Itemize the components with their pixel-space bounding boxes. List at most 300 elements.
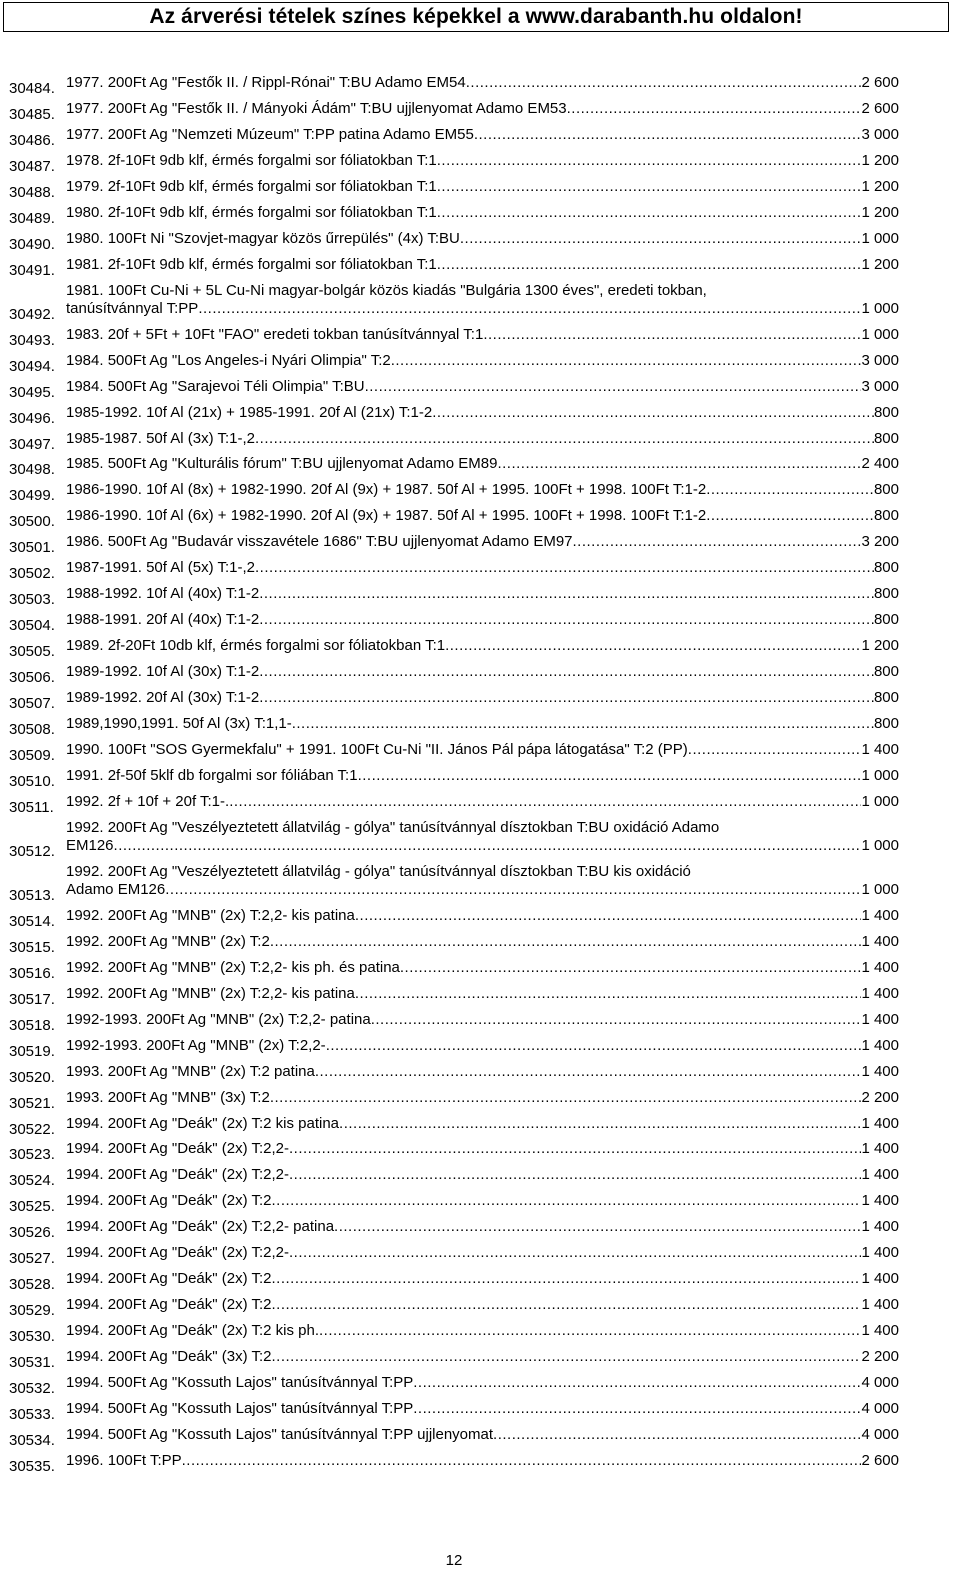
lot-description-line: 1981. 100Ft Cu-Ni + 5L Cu-Ni magyar-bolgár közös kiadás "Bulgária 1300 éves", eredeti tokban, <box>66 281 707 299</box>
lot-number: 30493. <box>9 331 55 349</box>
lot-number: 30518. <box>9 1016 55 1034</box>
lot-description <box>66 256 899 274</box>
lot-text: 1978. 2f-10Ft 9db klf, érmés forgalmi sor fóliatokban T:1 <box>66 151 437 169</box>
lot-text: 1994. 500Ft Ag "Kossuth Lajos" tanúsítvánnyal T:PP ujjlenyomat <box>66 1426 494 1443</box>
dot-leader <box>259 611 874 629</box>
lot-description <box>66 985 899 1003</box>
lot-description-last-line <box>66 767 899 785</box>
page-number: 12 <box>445 1552 463 1569</box>
dot-leader <box>432 404 874 422</box>
lot-price: 1 400 <box>861 1296 899 1314</box>
lot-price: 1 000 <box>861 767 899 784</box>
lot-description <box>66 352 899 370</box>
lot-description <box>66 1192 899 1210</box>
lot-description <box>66 767 899 785</box>
lot-price: 3 200 <box>861 533 899 551</box>
lot-description-last-line <box>66 204 899 222</box>
dot-leader <box>319 1322 861 1340</box>
lot-price: 1 200 <box>861 255 899 273</box>
dot-leader <box>573 533 862 551</box>
lot-description-last-line <box>66 881 899 899</box>
lot-price: 2 200 <box>861 1348 899 1366</box>
lot-text: 1988-1991. 20f Al (40x) T:1-2 <box>66 611 260 629</box>
lot-number: 30533. <box>9 1406 55 1423</box>
lot-number: 30496. <box>9 409 55 427</box>
lot-description-line: 1992. 200Ft Ag "Veszélyeztetett állatvilág - gólya" tanúsítvánnyal dísztokban T:BU oxidáció Adamo <box>66 818 720 836</box>
lot-description-last-line <box>66 959 899 977</box>
lot-price: 1 000 <box>861 325 899 343</box>
lot-description-last-line <box>66 533 899 551</box>
lot-price: 1 400 <box>861 1244 899 1262</box>
lot-text: 1987-1991. 50f Al (5x) T:1-,2 <box>66 559 256 577</box>
lot-description <box>66 1270 899 1288</box>
lot-text: 1979. 2f-10Ft 9db klf, érmés forgalmi sor fóliatokban T:1 <box>66 177 437 195</box>
lot-text: 1994. 500Ft Ag "Kossuth Lajos" tanúsítvánnyal T:PP <box>66 1374 414 1392</box>
lot-number: 30508. <box>9 721 55 738</box>
lot-description-last-line <box>66 585 899 603</box>
dot-leader <box>255 430 874 448</box>
lot-price: 3 000 <box>861 351 899 369</box>
lot-description-last-line <box>66 152 899 170</box>
lot-text: 1994. 200Ft Ag "Deák" (2x) T:2 kis ph. <box>66 1322 320 1340</box>
lot-text: 1980. 100Ft Ni "Szovjet-magyar közös űrrepülés" (4x) T:BU <box>66 229 460 247</box>
lot-number: 30492. <box>9 305 55 323</box>
lot-description-last-line <box>66 1218 899 1236</box>
lot-description <box>66 100 899 118</box>
lot-number: 30520. <box>9 1068 55 1086</box>
lot-description-last-line <box>66 507 899 525</box>
lot-description-last-line <box>66 300 899 318</box>
lot-price: 1 400 <box>861 906 899 924</box>
lot-number: 30516. <box>9 964 55 982</box>
lot-description <box>66 611 899 629</box>
lot-price: 4 000 <box>861 1426 899 1443</box>
lot-text: 1981. 2f-10Ft 9db klf, érmés forgalmi sor fóliatokban T:1 <box>66 255 437 273</box>
lot-price: 1 400 <box>861 932 899 950</box>
dot-leader <box>567 100 862 118</box>
lot-number: 30510. <box>9 773 55 790</box>
lot-description-last-line <box>66 907 899 925</box>
lot-description-last-line <box>66 404 899 422</box>
lot-description <box>66 1218 899 1236</box>
lot-text: 1983. 20f + 5Ft + 10Ft "FAO" eredeti tokban tanúsítvánnyal T:1 <box>66 325 484 343</box>
lot-description <box>66 907 899 925</box>
lot-number: 30522. <box>9 1120 55 1138</box>
lot-description-last-line <box>66 793 899 811</box>
dot-leader <box>400 959 862 977</box>
lot-price: 1 200 <box>861 203 899 221</box>
lot-description-last-line <box>66 559 899 577</box>
lot-number: 30491. <box>9 261 55 279</box>
lot-price: 800 <box>873 689 899 707</box>
lot-text: 1989. 2f-20Ft 10db klf, érmés forgalmi sor fóliatokban T:1 <box>66 637 446 655</box>
lot-description-last-line <box>66 256 899 274</box>
lot-text: 1994. 200Ft Ag "Deák" (2x) T:2 <box>66 1192 272 1210</box>
dot-leader <box>198 300 861 318</box>
lot-description <box>66 507 899 525</box>
dot-leader <box>445 637 861 655</box>
lot-description <box>66 559 899 577</box>
dot-leader <box>315 1063 862 1081</box>
lot-description <box>66 152 899 170</box>
dot-leader <box>272 1192 862 1210</box>
lot-description <box>66 1011 899 1029</box>
lot-number: 30494. <box>9 357 55 375</box>
lot-number: 30511. <box>9 798 54 816</box>
lot-description-last-line <box>66 378 899 396</box>
lot-number: 30484. <box>9 80 55 97</box>
lot-text: 1985. 500Ft Ag "Kulturális fórum" T:BU ujjlenyomat Adamo EM89 <box>66 455 498 473</box>
lot-description-last-line <box>66 126 899 144</box>
lot-price: 1 000 <box>861 880 899 898</box>
lot-text: 1989-1992. 20f Al (30x) T:1-2 <box>66 689 260 707</box>
lot-number: 30502. <box>9 565 55 583</box>
lot-description-last-line <box>66 352 899 370</box>
lot-number: 30499. <box>9 487 55 505</box>
lot-number: 30521. <box>9 1094 55 1112</box>
dot-leader <box>339 1115 861 1133</box>
lot-price: 2 600 <box>861 1452 899 1469</box>
lot-description <box>66 863 899 899</box>
lot-description-last-line <box>66 1400 899 1418</box>
lot-description-line: 1992. 200Ft Ag "Veszélyeztetett állatvilág - gólya" tanúsítvánnyal dísztokban T:BU kis oxidáció <box>66 862 691 880</box>
lot-description <box>66 481 899 499</box>
lot-text: 1990. 100Ft "SOS Gyermekfalu" + 1991. 100Ft Cu-Ni "II. János Pál pápa látogatása" T:2 (PP) <box>66 741 688 758</box>
lot-description-last-line <box>66 1089 899 1107</box>
lot-description <box>66 1452 899 1470</box>
lot-price: 2 600 <box>861 100 899 117</box>
lot-text: 1986-1990. 10f Al (6x) + 1982-1990. 20f Al (9x) + 1987. 50f Al + 1995. 100Ft + 1998. 100Ft T:1-2 <box>66 507 707 525</box>
lot-description <box>66 959 899 977</box>
lot-description <box>66 178 899 196</box>
lot-description <box>66 1089 899 1107</box>
lot-number: 30507. <box>9 695 55 713</box>
lot-price: 800 <box>873 715 899 732</box>
lot-text: 1992-1993. 200Ft Ag "MNB" (2x) T:2,2- <box>66 1036 326 1054</box>
lot-description <box>66 1426 899 1444</box>
lot-text: 1991. 2f-50f 5klf db forgalmi sor fóliában T:1 <box>66 767 358 784</box>
lot-number: 30485. <box>9 106 55 123</box>
lot-text: 1994. 200Ft Ag "Deák" (3x) T:2 <box>66 1348 272 1366</box>
lot-description-last-line <box>66 1244 899 1262</box>
lot-number: 30523. <box>9 1146 55 1164</box>
lot-description <box>66 819 899 855</box>
lot-text: 1989,1990,1991. 50f Al (3x) T:1,1- <box>66 715 292 732</box>
lot-description <box>66 1063 899 1081</box>
lot-text: 1994. 200Ft Ag "Deák" (2x) T:2,2- <box>66 1140 289 1158</box>
dot-leader <box>270 933 862 951</box>
lot-description <box>66 741 899 759</box>
lot-description-last-line <box>66 837 899 855</box>
lot-description-last-line <box>66 663 899 681</box>
lot-price: 1 200 <box>861 151 899 169</box>
lot-text: 1992-1993. 200Ft Ag "MNB" (2x) T:2,2- patina <box>66 1010 371 1028</box>
lot-text: 1992. 200Ft Ag "MNB" (2x) T:2,2- kis patina <box>66 906 355 924</box>
dot-leader <box>706 507 874 525</box>
lot-description-last-line <box>66 1037 899 1055</box>
dot-leader <box>259 689 874 707</box>
lot-price: 4 000 <box>861 1374 899 1392</box>
lot-price: 1 000 <box>861 299 899 317</box>
lot-text: tanúsítvánnyal T:PP <box>66 299 199 317</box>
lot-text: 1994. 200Ft Ag "Deák" (2x) T:2,2- <box>66 1244 289 1262</box>
lot-number: 30519. <box>9 1042 55 1060</box>
lot-text: 1984. 500Ft Ag "Sarajevoi Téli Olimpia" T:BU <box>66 377 365 395</box>
lot-description <box>66 282 899 318</box>
lot-number: 30514. <box>9 912 55 930</box>
lot-number: 30503. <box>9 591 55 609</box>
lot-description <box>66 126 899 144</box>
dot-leader <box>497 455 861 473</box>
lot-description <box>66 1374 899 1392</box>
lot-price: 800 <box>873 611 899 629</box>
lot-text: 1989-1992. 10f Al (30x) T:1-2 <box>66 663 260 681</box>
dot-leader <box>688 741 862 759</box>
dot-leader <box>334 1218 861 1236</box>
lot-text: 1994. 200Ft Ag "Deák" (2x) T:2,2- patina <box>66 1218 335 1236</box>
dot-leader <box>272 1348 862 1366</box>
lot-number: 30500. <box>9 513 55 531</box>
lot-description <box>66 1037 899 1055</box>
dot-leader <box>483 326 861 344</box>
dot-leader <box>437 152 862 170</box>
lot-number: 30495. <box>9 383 55 401</box>
lot-description <box>66 689 899 707</box>
lot-text: 1988-1992. 10f Al (40x) T:1-2 <box>66 585 260 603</box>
lot-price: 1 400 <box>861 741 899 758</box>
lot-number: 30534. <box>9 1432 55 1449</box>
lot-price: 1 400 <box>861 1192 899 1210</box>
lot-description <box>66 585 899 603</box>
lot-number: 30490. <box>9 235 55 253</box>
lot-text: 1980. 2f-10Ft 9db klf, érmés forgalmi sor fóliatokban T:1 <box>66 203 437 221</box>
lot-description <box>66 430 899 448</box>
lot-number: 30515. <box>9 938 55 956</box>
lot-description <box>66 74 899 92</box>
lot-description-last-line <box>66 1296 899 1314</box>
lot-text: 1977. 200Ft Ag "Festők II. / Mányoki Ádám" T:BU ujjlenyomat Adamo EM53 <box>66 100 567 117</box>
dot-leader <box>114 837 862 855</box>
lot-price: 800 <box>873 585 899 603</box>
lot-description <box>66 1115 899 1133</box>
page-header <box>3 2 949 32</box>
lot-price: 1 400 <box>861 1166 899 1184</box>
dot-leader <box>289 1166 861 1184</box>
lot-text: 1992. 200Ft Ag "MNB" (2x) T:2 <box>66 932 270 950</box>
lot-number: 30513. <box>9 886 55 904</box>
lot-price: 800 <box>873 403 899 421</box>
dot-leader <box>355 907 862 925</box>
lot-text: 1977. 200Ft Ag "Festők II. / Rippl-Rónai" T:BU Adamo EM54 <box>66 74 466 91</box>
lot-description-last-line <box>66 1270 899 1288</box>
lot-description-last-line <box>66 1140 899 1158</box>
lot-description-last-line <box>66 1452 899 1470</box>
lot-description <box>66 663 899 681</box>
dot-leader <box>391 352 862 370</box>
lot-description-last-line <box>66 100 899 118</box>
dot-leader <box>413 1400 861 1418</box>
dot-leader <box>259 663 874 681</box>
header-title: Az árverési tételek színes képekkel a www.darabanth.hu oldalon! <box>149 5 803 28</box>
lot-number: 30524. <box>9 1172 55 1190</box>
lot-number: 30506. <box>9 669 55 687</box>
lot-price: 2 200 <box>861 1088 899 1106</box>
lot-price: 1 400 <box>861 984 899 1002</box>
dot-leader <box>182 1452 862 1470</box>
dot-leader <box>272 1270 862 1288</box>
lot-number: 30497. <box>9 435 55 453</box>
lot-number: 30487. <box>9 157 55 175</box>
lot-price: 2 600 <box>861 74 899 91</box>
lot-number: 30531. <box>9 1354 55 1372</box>
lot-text: 1993. 200Ft Ag "MNB" (2x) T:2 patina <box>66 1062 315 1080</box>
lot-price: 3 000 <box>861 125 899 143</box>
lot-number: 30526. <box>9 1224 55 1242</box>
lot-price: 1 400 <box>861 1218 899 1236</box>
dot-leader <box>272 1296 862 1314</box>
lot-text: 1977. 200Ft Ag "Nemzeti Múzeum" T:PP patina Adamo EM55 <box>66 125 474 143</box>
lot-description <box>66 1400 899 1418</box>
lot-description-last-line <box>66 1322 899 1340</box>
lot-price: 1 400 <box>861 1010 899 1028</box>
lot-description-last-line <box>66 1426 899 1444</box>
lot-text: 1994. 200Ft Ag "Deák" (2x) T:2 <box>66 1270 272 1288</box>
dot-leader <box>493 1426 861 1444</box>
lot-description <box>66 1244 899 1262</box>
lot-text: 1992. 200Ft Ag "MNB" (2x) T:2,2- kis ph. és patina <box>66 958 400 976</box>
lot-description-last-line <box>66 1063 899 1081</box>
lot-price: 800 <box>873 559 899 577</box>
lot-price: 4 000 <box>861 1400 899 1417</box>
lot-price: 1 400 <box>861 1036 899 1054</box>
lot-description-last-line <box>66 637 899 655</box>
lot-price: 1 400 <box>861 1062 899 1080</box>
lot-text: 1985-1992. 10f Al (21x) + 1985-1991. 20f Al (21x) T:1-2 <box>66 403 433 421</box>
lot-number: 30535. <box>9 1458 55 1475</box>
lot-description-last-line <box>66 74 899 92</box>
lot-number: 30528. <box>9 1276 55 1294</box>
lot-text: Adamo EM126 <box>66 880 166 898</box>
dot-leader <box>466 74 862 92</box>
dot-leader <box>259 585 874 603</box>
lot-price: 1 400 <box>861 958 899 976</box>
lot-description <box>66 326 899 344</box>
lot-text: 1986-1990. 10f Al (8x) + 1982-1990. 20f Al (9x) + 1987. 50f Al + 1995. 100Ft + 1998. 100Ft T:1-2 <box>66 481 707 499</box>
lot-description-last-line <box>66 611 899 629</box>
lot-description <box>66 637 899 655</box>
lot-price: 800 <box>873 507 899 525</box>
lot-description-last-line <box>66 178 899 196</box>
dot-leader <box>437 256 862 274</box>
lot-number: 30529. <box>9 1302 55 1320</box>
lot-description-last-line <box>66 230 899 248</box>
lot-description-last-line <box>66 1374 899 1392</box>
lot-price: 1 400 <box>861 1114 899 1132</box>
dot-leader <box>255 559 874 577</box>
lot-description <box>66 933 899 951</box>
lot-description-last-line <box>66 715 899 733</box>
lot-description <box>66 1296 899 1314</box>
lot-number: 30505. <box>9 643 55 661</box>
lot-description <box>66 793 899 811</box>
lot-description-last-line <box>66 1192 899 1210</box>
lot-description <box>66 204 899 222</box>
dot-leader <box>371 1011 862 1029</box>
lot-description <box>66 1322 899 1340</box>
lot-description <box>66 1166 899 1184</box>
lot-number: 30517. <box>9 990 55 1008</box>
lot-price: 1 200 <box>861 177 899 195</box>
dot-leader <box>289 1244 861 1262</box>
lot-price: 1 400 <box>861 1140 899 1158</box>
lot-description-last-line <box>66 985 899 1003</box>
dot-leader <box>165 881 861 899</box>
lot-price: 1 000 <box>861 229 899 247</box>
lot-description-last-line <box>66 741 899 759</box>
dot-leader <box>437 204 862 222</box>
dot-leader <box>460 230 862 248</box>
lot-price: 800 <box>873 481 899 499</box>
lot-description-last-line <box>66 430 899 448</box>
lot-description-last-line <box>66 1348 899 1366</box>
lot-text: EM126 <box>66 836 114 854</box>
lot-description-last-line <box>66 1011 899 1029</box>
dot-leader <box>355 985 862 1003</box>
lot-price: 1 200 <box>861 637 899 655</box>
lot-number: 30530. <box>9 1328 55 1346</box>
lot-number: 30504. <box>9 617 55 635</box>
lot-price: 1 400 <box>861 1270 899 1288</box>
lot-description-last-line <box>66 326 899 344</box>
lot-number: 30532. <box>9 1380 55 1398</box>
lot-text: 1992. 200Ft Ag "MNB" (2x) T:2,2- kis patina <box>66 984 355 1002</box>
lot-number: 30489. <box>9 209 55 227</box>
lot-description <box>66 715 899 733</box>
dot-leader <box>706 481 874 499</box>
lot-description-last-line <box>66 1115 899 1133</box>
lot-text: 1996. 100Ft T:PP <box>66 1452 182 1469</box>
lot-description <box>66 455 899 473</box>
lot-number: 30486. <box>9 131 55 149</box>
lot-price: 2 400 <box>861 455 899 473</box>
lot-number: 30527. <box>9 1250 55 1268</box>
dot-leader <box>474 126 862 144</box>
lot-text: 1986. 500Ft Ag "Budavár visszavétele 1686" T:BU ujjlenyomat Adamo EM97 <box>66 533 573 551</box>
lot-price: 800 <box>873 429 899 447</box>
dot-leader <box>289 1140 861 1158</box>
dot-leader <box>413 1374 861 1392</box>
lot-text: 1992. 2f + 10f + 20f T:1-. <box>66 792 230 810</box>
lot-description <box>66 230 899 248</box>
lot-text: 1994. 200Ft Ag "Deák" (2x) T:2 kis patina <box>66 1114 340 1132</box>
lot-number: 30512. <box>9 842 55 860</box>
lot-text: 1984. 500Ft Ag "Los Angeles-i Nyári Olimpia" T:2 <box>66 351 391 369</box>
lot-description <box>66 1348 899 1366</box>
lot-description <box>66 533 899 551</box>
dot-leader <box>270 1089 862 1107</box>
dot-leader <box>358 767 862 785</box>
lot-description-last-line <box>66 689 899 707</box>
lot-number: 30498. <box>9 461 55 479</box>
lot-description-last-line <box>66 455 899 473</box>
lot-price: 3 000 <box>861 377 899 395</box>
dot-leader <box>437 178 862 196</box>
lot-description <box>66 1140 899 1158</box>
dot-leader <box>326 1037 862 1055</box>
lot-price: 1 000 <box>861 792 899 810</box>
lot-number: 30525. <box>9 1198 55 1216</box>
lot-description <box>66 404 899 422</box>
